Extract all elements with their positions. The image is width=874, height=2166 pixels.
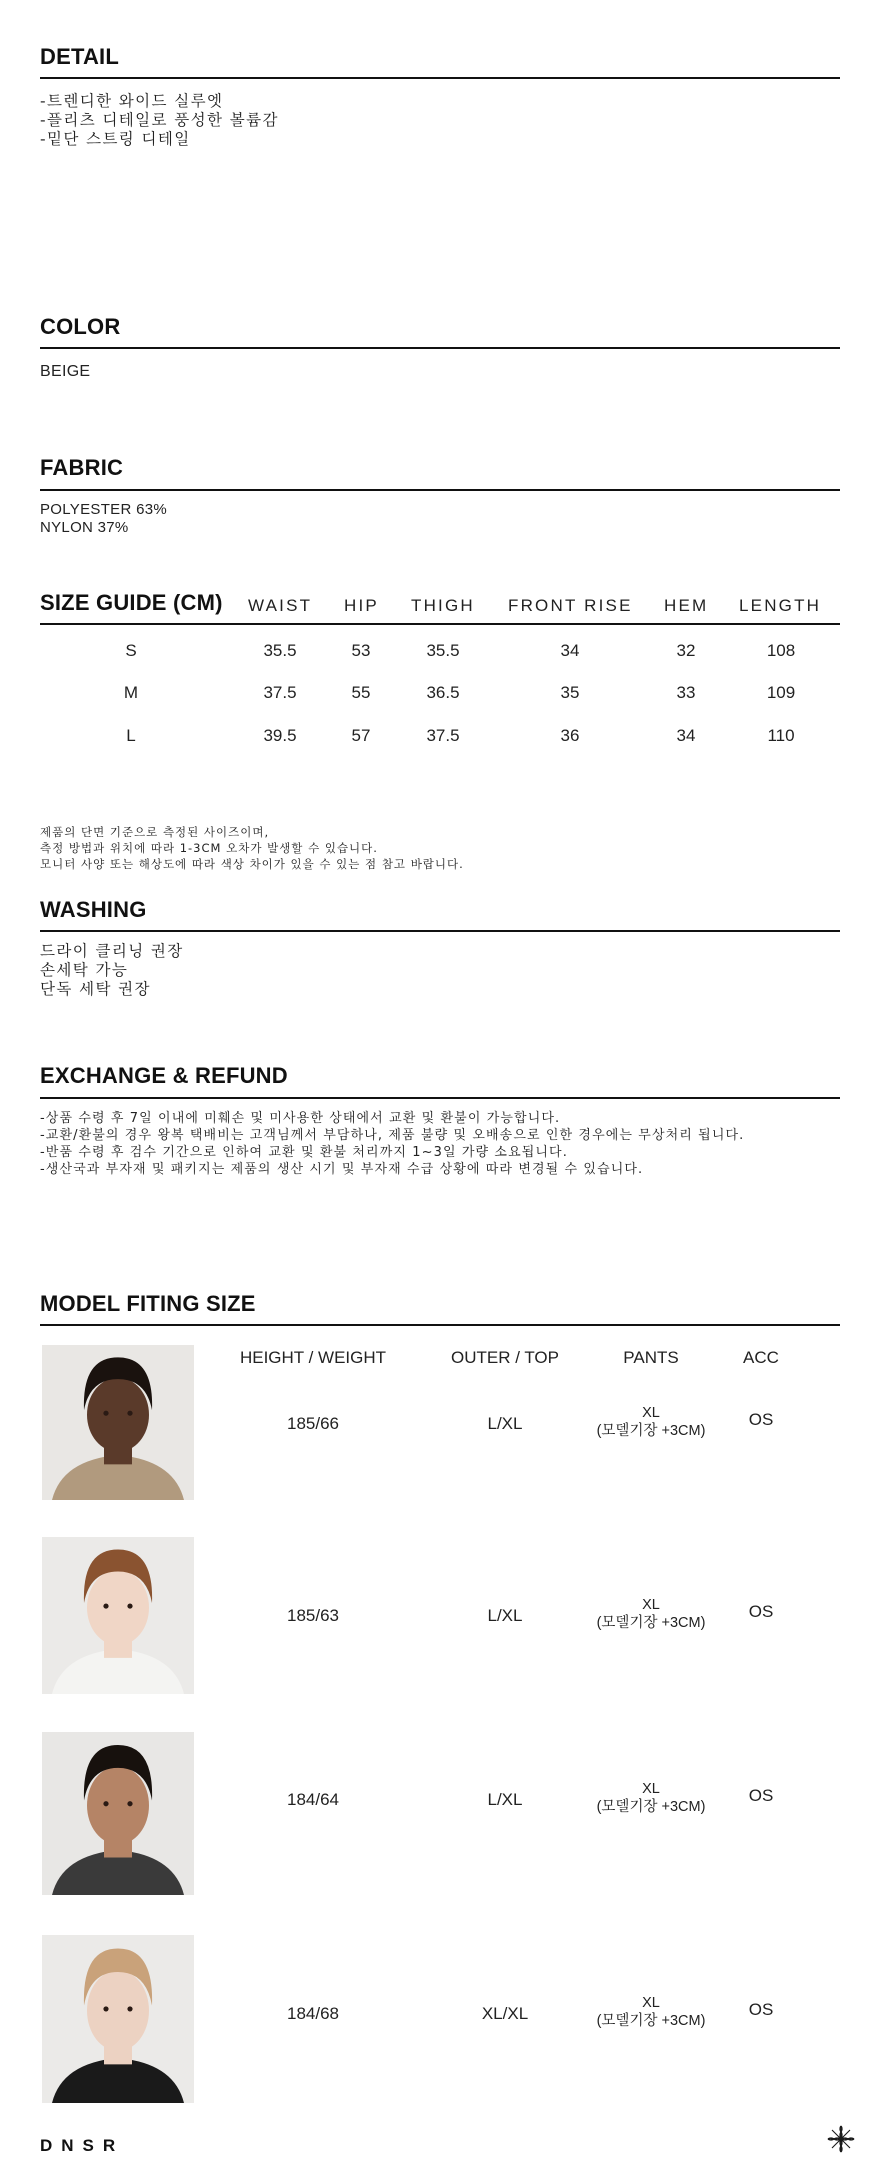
model-col-outer-top: OUTER / TOP [450,1348,560,1367]
exchange-title: EXCHANGE & REFUND [40,1063,288,1088]
model-photo [42,1345,194,1500]
size-col-length: LENGTH [739,596,822,615]
size-col-thigh: THIGH [411,596,475,615]
size-note: 모니터 사양 또는 해상도에 따라 색상 차이가 있을 수 있는 점 참고 바랍니다. [40,857,464,871]
model-pants-size: XL [642,1405,660,1421]
model-height-weight: 184/64 [287,1790,339,1809]
size-cell: 110 [767,726,795,745]
model-outer-top: L/XL [487,1606,523,1625]
color-divider [40,347,840,349]
size-col-hem: HEM [664,596,709,615]
washing-text [40,942,184,999]
color-value: BEIGE [40,363,91,380]
model-height-weight: 185/63 [287,1606,339,1625]
model-pants-note: (모델기장 +3CM) [596,1799,706,1815]
size-cell: 39.5 [263,726,297,745]
model-outer-top: L/XL [487,1790,523,1809]
size-cell: 36.5 [426,683,460,702]
model-divider [40,1324,840,1326]
model-pants [597,1780,706,1816]
model-pants-size: XL [642,1597,660,1613]
detail-text [40,92,279,149]
size-col-waist: WAIST [248,596,313,615]
model-height-weight: 185/66 [287,1414,339,1433]
exchange-line: -생산국과 부자재 및 패키지는 제품의 생산 시기 및 부자재 수급 상황에 따라 변경될 수 있습니다. [40,1162,644,1177]
model-photo [42,1732,194,1895]
size-cell: 55 [351,683,371,702]
model-pants [597,1596,706,1632]
size-guide-notes [40,824,464,872]
model-pants [597,1994,706,2030]
model-title: MODEL FITING SIZE [40,1291,256,1316]
model-acc: OS [748,2000,774,2019]
model-photo [42,1935,194,2103]
size-cell: 37.5 [263,683,297,702]
fabric-title: FABRIC [40,455,124,480]
model-col-pants: PANTS [623,1348,679,1367]
washing-line: 손세탁 가능 [40,961,129,979]
model-outer-top: L/XL [487,1414,523,1433]
fabric-divider [40,489,840,491]
size-guide-title: SIZE GUIDE (CM) [40,590,223,615]
model-outer-top: XL/XL [481,2004,529,2023]
washing-line: 드라이 클리닝 권장 [40,942,184,960]
size-cell: 53 [351,641,371,660]
detail-line: -트렌디한 와이드 실루엣 [40,92,224,110]
model-pants-note: (모델기장 +3CM) [596,1423,706,1439]
fabric-text [40,501,167,537]
size-cell: 35.5 [263,641,297,660]
flower-icon [824,2122,858,2156]
model-pants-size: XL [642,1781,660,1797]
detail-divider [40,77,840,79]
size-cell: 108 [766,641,796,660]
washing-line: 단독 세탁 권장 [40,980,151,998]
detail-line: -플리츠 디테일로 풍성한 볼륨감 [40,111,279,129]
size-cell: 109 [766,683,796,702]
size-cell: 36 [560,726,580,745]
washing-title: WASHING [40,897,147,922]
size-cell: 33 [676,683,696,702]
size-cell: 34 [560,641,580,660]
size-cell: 57 [351,726,371,745]
detail-line: -밑단 스트링 디테일 [40,130,191,148]
model-acc: OS [748,1410,774,1429]
washing-divider [40,930,840,932]
model-pants-note: (모델기장 +3CM) [596,1615,706,1631]
model-col-height-weight: HEIGHT / WEIGHT [239,1348,387,1367]
size-label: M [123,683,139,702]
size-note: 측정 방법과 위치에 따라 1-3CM 오차가 발생할 수 있습니다. [40,841,378,855]
size-cell: 37.5 [426,726,460,745]
model-pants-size: XL [642,1995,660,2011]
detail-title: DETAIL [40,44,120,69]
model-pants [597,1404,706,1440]
size-col-front-rise: FRONT RISE [508,596,633,615]
size-label: L [126,726,136,745]
exchange-line: -반품 수령 후 검수 기간으로 인하여 교환 및 환불 처리까지 1~3일 가량 소요됩니다. [40,1145,568,1160]
exchange-line: -교환/환불의 경우 왕복 택배비는 고객님께서 부담하나, 제품 불량 및 오배송으로 인한 경우에는 무상처리 됩니다. [40,1128,745,1143]
size-guide-divider [40,623,840,625]
model-pants-note: (모델기장 +3CM) [596,2013,706,2029]
exchange-text [40,1110,744,1178]
fabric-line: NYLON 37% [40,519,129,536]
brand-logo: DNSR [40,2136,125,2155]
model-acc: OS [748,1786,774,1805]
size-label: S [125,641,137,660]
model-col-acc: ACC [743,1348,779,1367]
size-col-hip: HIP [344,596,379,615]
model-photo [42,1537,194,1694]
size-cell: 35.5 [426,641,460,660]
exchange-divider [40,1097,840,1099]
fabric-line: POLYESTER 63% [40,501,168,518]
size-cell: 35 [560,683,580,702]
size-cell: 34 [676,726,696,745]
size-note: 제품의 단면 기준으로 측정된 사이즈이며, [40,825,270,839]
exchange-line: -상품 수령 후 7일 이내에 미훼손 및 미사용한 상태에서 교환 및 환불이 가능합니다. [40,1111,561,1126]
model-height-weight: 184/68 [287,2004,339,2023]
model-acc: OS [748,1602,774,1621]
size-cell: 32 [676,641,696,660]
color-title: COLOR [40,314,121,339]
